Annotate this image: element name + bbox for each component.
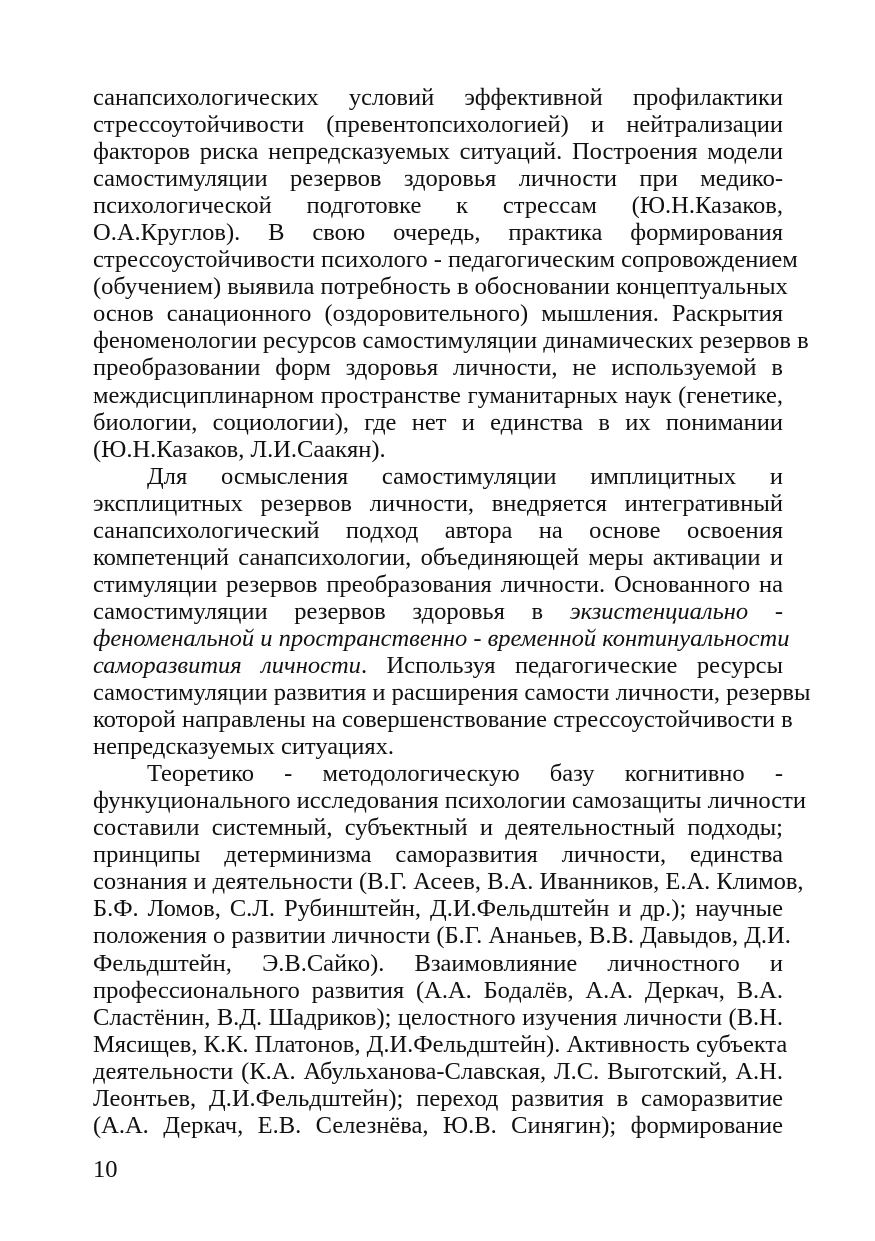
text-line: стрессоустойчивости психолого - педагогическим сопровождением [93,246,798,274]
text-line: Теоретико - методологическую базу когнитивно - [147,760,783,788]
text-line: самостимуляции развития и расширения самости личности, резервы [93,679,811,707]
plain-segment: . Используя педагогические ресурсы [360,651,783,679]
text-line: (А.А. Деркач, Е.В. Селезнёва, Ю.В. Синягин); формирование [93,1111,783,1139]
text-line: междисциплинарном пространстве гуманитарных наук (генетике, [93,381,783,409]
text-line: функуционального исследования психологии самозащиты личности [93,787,806,815]
italic-segment: феноменальной и пространственно - временной континуальности [93,624,790,652]
paragraph [93,84,809,463]
text-line: санапсихологический подход автора на основе освоения [93,516,783,544]
text-line: самостимуляции резервов здоровья личности при медико- [93,165,783,193]
text-line: положения о развитии личности (Б.Г. Ананьев, В.В. Давыдов, Д.И. [93,922,791,950]
text-line: Фельдштейн, Э.В.Сайко). Взаимовлияние личностного и [93,949,783,977]
body-text [93,84,811,1139]
text-line: стимуляции резервов преобразования личности. Основанного на [93,570,783,598]
plain-segment: самостимуляции резервов здоровья в [93,597,570,625]
text-line [93,652,783,679]
text-line: Б.Ф. Ломов, С.Л. Рубинштейн, Д.И.Фельдштейн и др.); научные [93,895,783,923]
text-line: О.А.Круглов). В свою очередь, практика формирования [93,219,783,247]
text-line: Мясищев, К.К. Платонов, Д.И.Фельдштейн). Активность субъекта [93,1030,788,1058]
text-line: (Ю.Н.Казаков, Л.И.Саакян). [93,435,386,463]
text-line: Сластёнин, В.Д. Шадриков); целостного изучения личности (В.Н. [93,1003,783,1031]
italic-segment: саморазвития личности [93,651,361,679]
text-line: (обучением) выявила потребность в обосновании концептуальных [93,273,788,301]
text-line: биологии, социологии), где нет и единства в их понимании [93,408,783,436]
italic-segment: экзистенциально - [569,597,783,625]
text-line: психологической подготовке к стрессам (Ю.Н.Казаков, [93,192,783,220]
text-line: эксплицитных резервов личности, внедряется интегративный [93,489,783,517]
text-line: принципы детерминизма саморазвития личности, единства [93,841,783,869]
text-line: Для осмысления самостимуляции имплицитных и [147,462,783,490]
text-line [93,598,783,625]
text-line: преобразовании форм здоровья личности, не используемой в [93,354,783,382]
text-line: стрессоутойчивости (превентопсихологией) и нейтрализации [93,111,783,139]
text-line: непредсказуемых ситуациях. [93,733,394,761]
text-line: компетенций санапсихологии, объединяющей меры активации и [93,543,783,571]
text-line: санапсихологических условий эффективной профилактики [93,84,783,111]
text-line: феноменологии ресурсов самостимуляции динамических резервов в [93,327,809,355]
text-line: деятельности (К.А. Абульханова-Славская, Л.С. Выготский, А.Н. [93,1057,783,1085]
page-number: 10 [93,1156,118,1183]
text-line [93,624,790,652]
paragraph [93,760,806,1139]
text-line: факторов риска непредсказуемых ситуаций. Построения модели [93,138,783,166]
text-line: Леонтьев, Д.И.Фельдштейн); переход развития в саморазвитие [93,1084,783,1112]
text-line: сознания и деятельности (В.Г. Асеев, В.А. Иванников, Е.А. Климов, [93,868,804,896]
text-line: составили системный, субъектный и деятельностный подходы; [93,814,783,842]
text-line: профессионального развития (А.А. Бодалёв, А.А. Деркач, В.А. [93,976,783,1004]
text-line: которой направлены на совершенствование стрессоустойчивости в [93,706,793,734]
text-line: основ санационного (оздоровительного) мышления. Раскрытия [93,300,783,328]
paragraph [93,462,811,761]
